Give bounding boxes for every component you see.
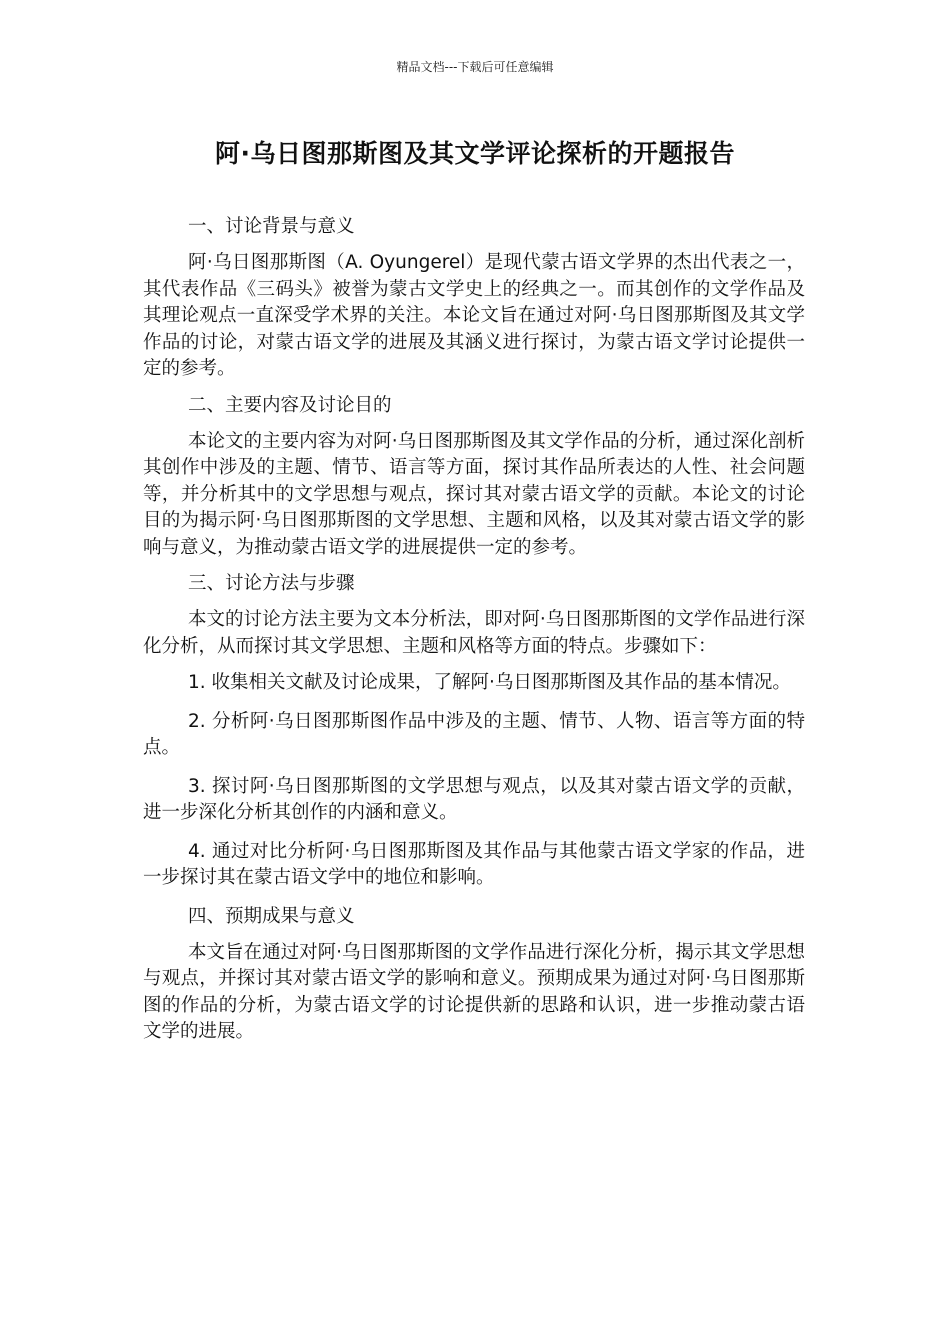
step-item: 4. 通过对比分析阿·乌日图那斯图及其作品与其他蒙古语文学家的作品，进一步探讨其在蒙古语文学中的地位和影响。 — [143, 840, 805, 888]
header-note: 精品文档---下载后可任意编辑 — [396, 60, 554, 74]
section-background — [143, 214, 805, 383]
step-item: 2. 分析阿·乌日图那斯图作品中涉及的主题、情节、人物、语言等方面的特点。 — [143, 710, 805, 758]
step-item: 3. 探讨阿·乌日图那斯图的文学思想与观点，以及其对蒙古语文学的贡献，进一步深化分析其创作的内涵和意义。 — [143, 775, 805, 823]
document-title: 阿·乌日图那斯图及其文学评论探析的开题报告 — [215, 139, 735, 168]
section-heading: 一、讨论背景与意义 — [188, 216, 355, 237]
body-paragraph: 本论文的主要内容为对阿·乌日图那斯图及其文学作品的分析，通过深化剖析其创作中涉及的主题、情节、语言等方面，探讨其作品所表达的人性、社会问题等，并分析其中的文学思想与观点，探讨其对蒙古语文学的贡献。本论文的讨论目的为揭示阿·乌日图那斯图的文学思想、主题和风格，以及其对蒙古语文学的影响与意义，为推动蒙古语文学的进展提供一定的参考。 — [143, 430, 805, 558]
body-paragraph: 本文旨在通过对阿·乌日图那斯图的文学作品进行深化分析，揭示其文学思想与观点，并探讨其对蒙古语文学的影响和意义。预期成果为通过对阿·乌日图那斯图的作品的分析，为蒙古语文学的讨论提供新的思路和认识，进一步推动蒙古语文学的进展。 — [143, 941, 805, 1042]
body-paragraph: 阿·乌日图那斯图（A. Oyungerel）是现代蒙古语文学界的杰出代表之一，其代表作品《三码头》被誉为蒙古文学史上的经典之一。而其创作的文学作品及其理论观点一直深受学术界的关注。本论文旨在通过对阿·乌日图那斯图及其文学作品的讨论，对蒙古语文学的进展及其涵义进行探讨，为蒙古语文学讨论提供一定的参考。 — [143, 252, 805, 379]
section-heading: 二、主要内容及讨论目的 — [188, 394, 392, 416]
step-item: 1. 收集相关文献及讨论成果，了解阿·乌日图那斯图及其作品的基本情况。 — [188, 672, 791, 693]
document-body — [143, 214, 805, 1056]
body-paragraph: 本文的讨论方法主要为文本分析法，即对阿·乌日图那斯图的文学作品进行深化分析，从而探讨其文学思想、主题和风格等方面的特点。步骤如下： — [143, 609, 805, 657]
section-content-purpose — [143, 393, 805, 562]
section-methods-steps — [143, 571, 805, 892]
section-heading: 三、讨论方法与步骤 — [188, 573, 355, 594]
section-expected-results — [143, 904, 805, 1046]
section-heading: 四、预期成果与意义 — [188, 905, 355, 927]
